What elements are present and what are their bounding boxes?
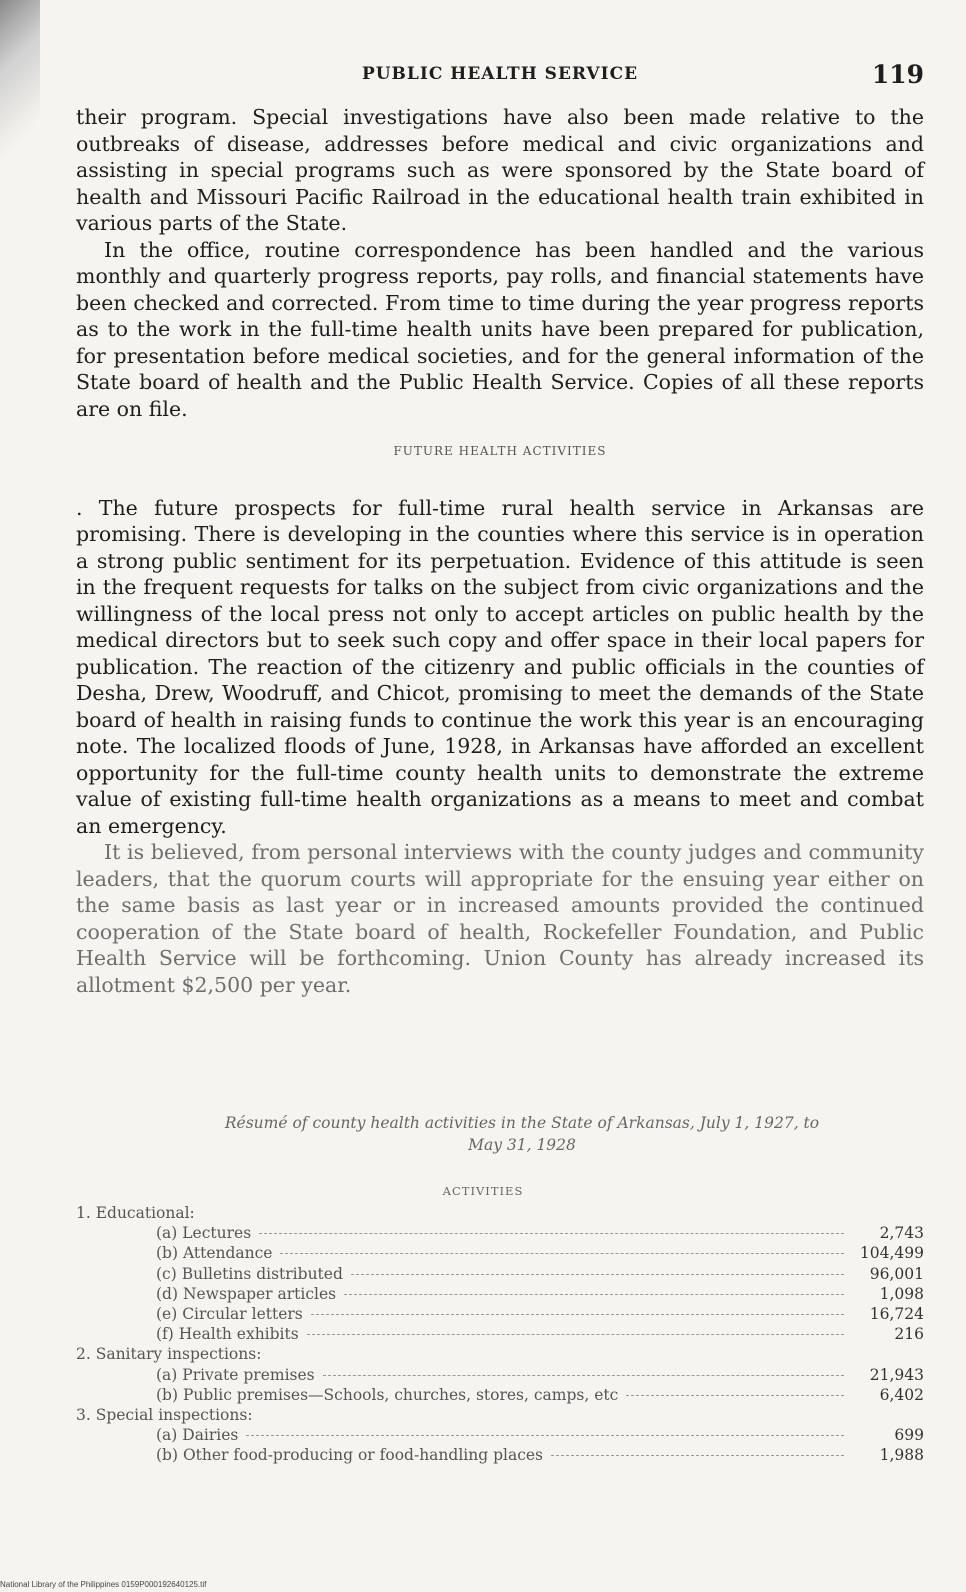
row-label: (a) Lectures: [156, 1224, 252, 1243]
dot-leader: [311, 1314, 844, 1315]
scan-edge-shadow: [0, 0, 40, 160]
dot-leader: [626, 1395, 844, 1396]
paragraph-3: . The future prospects for full-time rural health service in Arkansas are promising. There is developing in the counties where this service is in operation a strong public sentiment for its perpetuation. Evidence of this attitude is seen in the frequent requests for talks on the subject from civic organizations and the willingness of the local press not only to accept articles on public health by the medical directors but to seek such copy and offer space in their local papers for publication. The reaction of the citizenry and public officials in the counties of Desha, Drew, Woodruff, and Chicot, promising to meet the demands of the State board of health in raising funds to continue the work this year is an encouraging note. The localized floods of June, 1928, in Arkansas have afforded an excellent opportunity for the full-time county health units to demonstrate the extreme value of existing full-time health organizations as a means to meet and combat an emergency.: [76, 495, 924, 838]
row-label: (c) Bulletins distributed: [156, 1264, 343, 1283]
row-label: (f) Health exhibits: [156, 1325, 299, 1344]
row-label: (e) Circular letters: [156, 1304, 303, 1323]
row-label: (b) Other food-producing or food-handling places: [156, 1446, 544, 1465]
row-label: (b) Attendance: [156, 1244, 273, 1263]
paragraph-1: their program. Special investigations have also been made relative to the outbreaks of disease, addresses before medical and civic organizations and assisting in special programs such as were sponsored by the State board of health and Missouri Pacific Railroad in the educational health train exhibited in various parts of the State.: [76, 105, 924, 235]
table-row: [76, 1224, 924, 1244]
row-value: 216: [894, 1325, 924, 1344]
dot-leader: [351, 1274, 844, 1275]
table-row: [76, 1325, 924, 1345]
dot-leader: [307, 1334, 844, 1335]
row-value: 96,001: [869, 1264, 924, 1283]
paragraph-2: In the office, routine correspondence has been handled and the various monthly and quarterly progress reports, pay rolls, and financial statements have been checked and corrected. From time to time during the year progress reports as to the work in the full-time health units have been prepared for publication, for presentation before medical societies, and for the general information of the State board of health and the Public Health Service. Copies of all these reports are on file.: [76, 237, 924, 421]
group-label: 2. Sanitary inspections:: [76, 1345, 262, 1364]
dot-leader: [280, 1253, 844, 1254]
row-value: 1,098: [879, 1284, 924, 1303]
table-group-special-inspections: [76, 1406, 924, 1426]
row-label: (a) Dairies: [156, 1426, 239, 1445]
caption-line-2: May 31, 1928: [468, 1136, 576, 1154]
table-row: [76, 1426, 924, 1446]
scan-credit: National Library of the Philippines 0159P000192640125.tif: [0, 1580, 207, 1589]
row-value: 1,988: [879, 1446, 924, 1465]
row-label: (b) Public premises—Schools, churches, stores, camps, etc: [156, 1385, 619, 1404]
table-group-sanitary-inspections: [76, 1345, 924, 1365]
table-row: [76, 1285, 924, 1305]
table-row: [76, 1265, 924, 1285]
body-text: [76, 104, 924, 998]
table-row: [76, 1244, 924, 1264]
group-label: 1. Educational:: [76, 1204, 195, 1222]
table-row: [76, 1305, 924, 1325]
dot-leader: [323, 1375, 844, 1376]
table-row: [76, 1386, 924, 1406]
table-caption: [120, 1112, 924, 1156]
row-value: 2,743: [879, 1224, 924, 1243]
activities-heading: ACTIVITIES: [442, 1184, 524, 1198]
table-row: [76, 1366, 924, 1386]
dot-leader: [259, 1233, 844, 1234]
row-label: (d) Newspaper articles: [156, 1284, 337, 1303]
page-number: 119: [871, 60, 924, 89]
activities-table: [76, 1204, 924, 1466]
group-label: 3. Special inspections:: [76, 1405, 253, 1424]
table-row: [76, 1446, 924, 1466]
row-value: 699: [894, 1426, 924, 1445]
row-value: 104,499: [859, 1244, 924, 1263]
caption-line-1: Résumé of county health activities in the State of Arkansas, July 1, 1927, to: [224, 1114, 820, 1132]
row-label: (a) Private premises: [156, 1365, 315, 1384]
dot-leader: [344, 1294, 844, 1295]
page-header: [76, 60, 924, 90]
row-value: 16,724: [869, 1304, 924, 1323]
dot-leader: [551, 1455, 844, 1456]
paragraph-4: It is believed, from personal interviews with the county judges and community leaders, that the quorum courts will appropriate for the ensuing year either on the same basis as last year or in increased amounts provided the continued cooperation of the State board of health, Rockefeller Foundation, and Public Health Service will be forthcoming. Union County has already increased its allotment $2,500 per year.: [76, 840, 924, 997]
dot-leader: [246, 1435, 844, 1436]
section-heading: FUTURE HEALTH ACTIVITIES: [393, 444, 607, 458]
running-head: PUBLIC HEALTH SERVICE: [361, 64, 639, 84]
table-group-educational: [76, 1204, 924, 1224]
row-value: 6,402: [879, 1385, 924, 1404]
row-value: 21,943: [869, 1365, 924, 1384]
